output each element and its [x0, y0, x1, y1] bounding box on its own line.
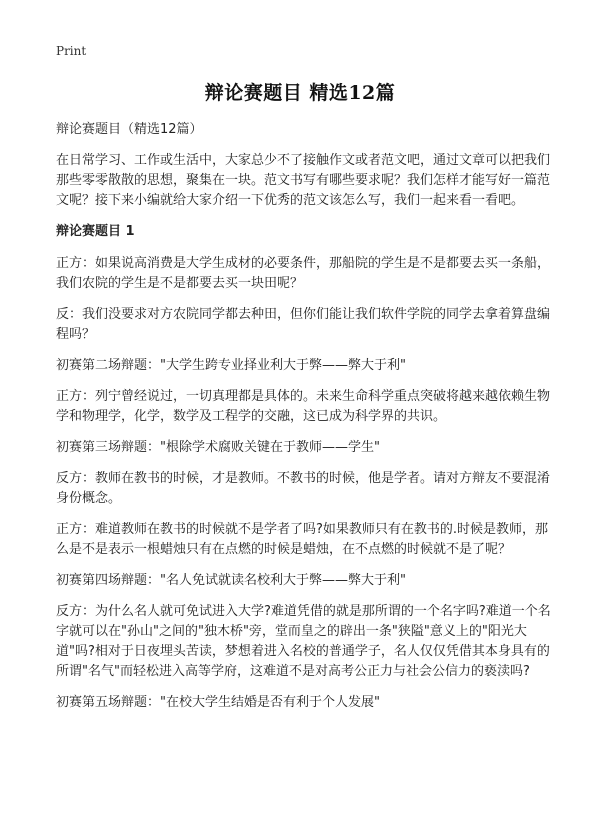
intro-paragraph: 在日常学习、工作或生活中，大家总少不了接触作文或者范文吧，通过文章可以把我们那些零零散散的思想，聚集在一块。范文书写有哪些要求呢？我们怎样才能写好一篇范文呢？接下来小编就给大家介绍一下优秀的范文该怎么写，我们一起来看一看吧。	[56, 153, 551, 208]
body-paragraph: 反：我们没要求对方农院同学都去种田，但你们能让我们软件学院的同学去拿着算盘编程吗？	[56, 307, 551, 342]
body-paragraph: 反方：为什么名人就可免试进入大学?难道凭借的就是那所谓的一个名字吗?难道一个名字就可以在"孙山"之间的"独木桥"旁，堂而皇之的辟出一条"狭隘"意义上的"阳光大道"吗?相对于日夜埋头苦读，梦想着进入名校的普通学子，名人仅仅凭借其本身具有的所谓"名气"而轻松进入高等学府，这难道不是对高考公正力与社会公信力的亵渎吗?	[56, 604, 551, 679]
body-paragraph: 反方：教师在教书的时候，才是教师。不教书的时候，他是学者。请对方辩友不要混淆身份概念。	[56, 471, 551, 506]
print-label[interactable]: Print	[56, 44, 87, 58]
body-paragraph: 初赛第四场辩题："名人免试就读名校利大于弊——弊大于利"	[56, 573, 406, 588]
body-paragraph: 初赛第五场辩题："在校大学生结婚是否有利于个人发展"	[56, 695, 380, 710]
document-body	[56, 120, 552, 724]
body-paragraph: 初赛第二场辩题："大学生跨专业择业利大于弊——弊大于利"	[56, 358, 406, 373]
body-paragraph: 初赛第三场辩题："根除学术腐败关键在于教师——学生"	[56, 440, 380, 455]
body-paragraph: 正方：如果说高消费是大学生成材的必要条件，那船院的学生是不是都要去买一条船，我们农院的学生是不是都要去买一块田呢？	[56, 256, 551, 291]
document-subtitle: 辩论赛题目（精选12篇）	[56, 122, 203, 137]
section-heading: 辩论赛题目 1	[56, 224, 135, 239]
document-title: 辩论赛题目 精选12篇	[204, 82, 396, 104]
body-paragraph: 正方：列宁曾经说过，一切真理都是具体的。未来生命科学重点突破将越来越依赖生物学和物理学，化学，数学及工程学的交融，这已成为科学界的共识。	[56, 389, 551, 424]
body-paragraph: 正方：难道教师在教书的时候就不是学者了吗?如果教师只有在教书的.时候是教师，那么是不是表示一根蜡烛只有在点燃的时候是蜡烛，在不点燃的时候就不是了呢？	[56, 522, 549, 557]
